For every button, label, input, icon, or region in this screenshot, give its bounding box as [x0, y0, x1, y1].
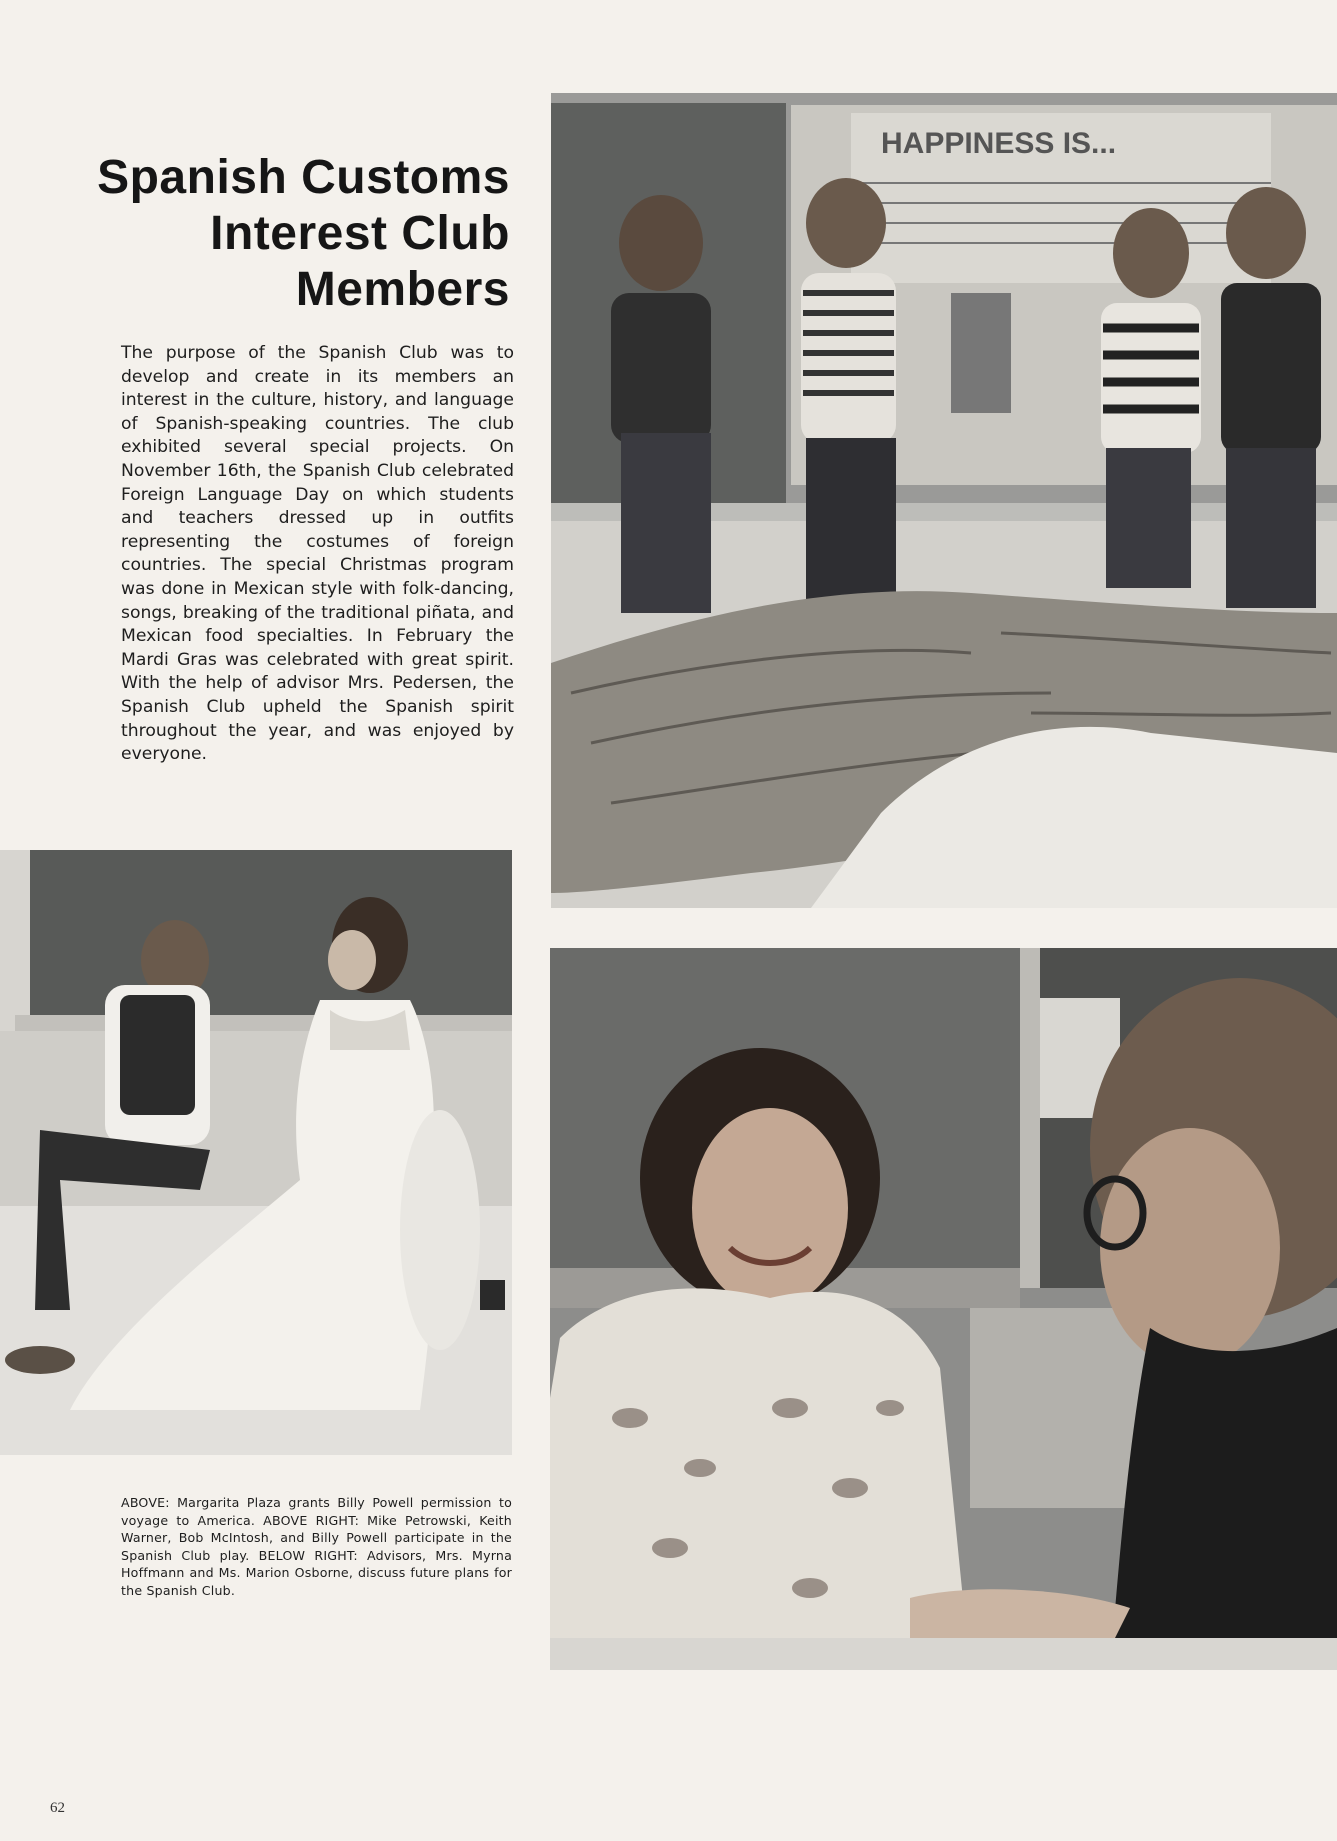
article-body: The purpose of the Spanish Club was to develop and create in its members an interest in the culture, history, and language of Spanish-speaking countries. The club exhibited several special projects. On November 16th, the Spanish Club celebrated Foreign Language Day on which students and teachers dressed up in outfits representing the costumes of foreign countries. The special Christmas program was done in Mexican style with folk-dancing, songs, breaking of the traditional piñata, and Mexican food specialties. In February the Mardi Gras was celebrated with great spirit. With the help of advisor Mrs. Pedersen, the Spanish Club upheld the Spanish spirit throughout the year, and was enjoyed by everyone. [121, 343, 514, 765]
title-line-1: Spanish Customs [97, 151, 510, 204]
photo-margarita-and-billy [0, 850, 512, 1455]
page-title [90, 150, 510, 318]
title-line-3: Members [295, 263, 510, 316]
page-number: 62 [50, 1800, 65, 1816]
bulletin-board-heading: HAPPINESS IS... [881, 127, 1117, 160]
photo-students-with-log-prop [551, 93, 1337, 908]
title-line-2: Interest Club [210, 207, 510, 260]
photo-caption: ABOVE: Margarita Plaza grants Billy Powell permission to voyage to America. ABOVE RIGHT: Mike Petrowski, Keith Warner, Bob McIntosh, and Billy Powell participate in the Spanish Club play. BELOW RIGHT: Advisors, Mrs. Myrna Hoffmann and Ms. Marion Osborne, discuss future plans for the Spanish Club. [121, 1495, 512, 1598]
photo-advisors-discussion [550, 948, 1337, 1670]
